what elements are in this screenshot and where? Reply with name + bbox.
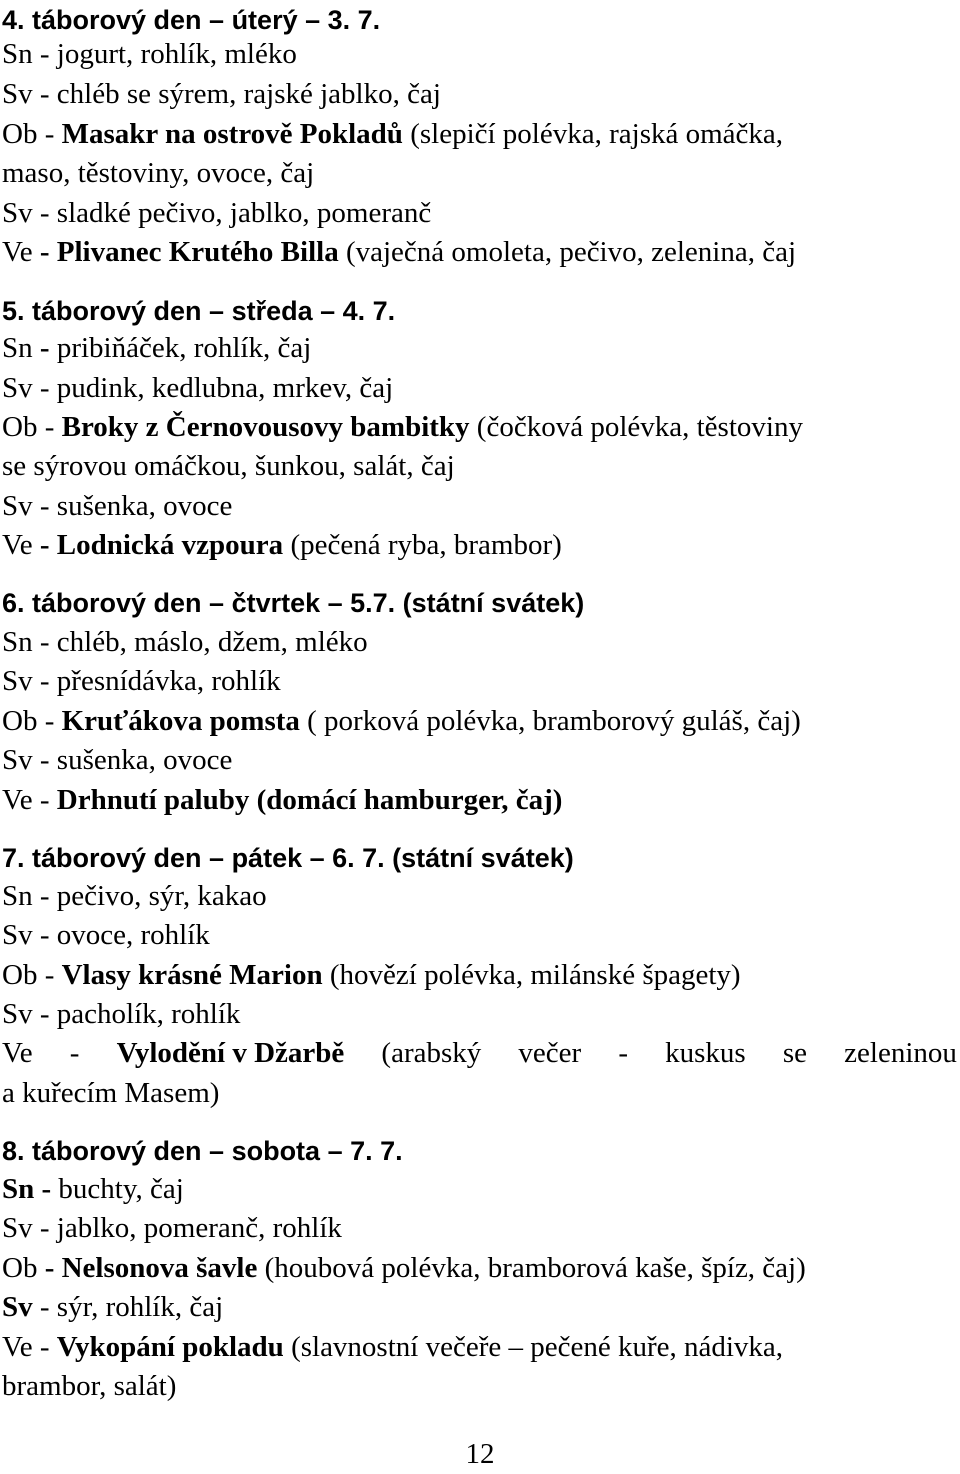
meal-line: maso, těstoviny, ovoce, čaj [2, 157, 315, 189]
meal-title: Masakr na ostrově Pokladů [61, 118, 403, 150]
meal-line-justified: Ve - Vylodění v Džarbě (arabský večer - kuskus se zeleninou [2, 1033, 957, 1073]
meal-line: a kuřecím Masem) [2, 1077, 220, 1109]
meal-line: Ob - Broky z Černovousovy bambitky (čočková polévka, těstoviny [2, 411, 803, 443]
meal-line: Sv - sladké pečivo, jablko, pomeranč [2, 197, 432, 229]
meal-line: Sv - pudink, kedlubna, mrkev, čaj [2, 372, 394, 404]
meal-line: Sv - sýr, rohlík, čaj [2, 1291, 224, 1323]
meal-line: brambor, salát) [2, 1370, 177, 1402]
meal-title: Vlasy krásné Marion [61, 959, 323, 991]
meal-line: Ob - Masakr na ostrově Pokladů (slepičí polévka, rajská omáčka, [2, 118, 784, 150]
meal-line: se sýrovou omáčkou, šunkou, salát, čaj [2, 450, 455, 482]
meal-line: Sv - sušenka, ovoce [2, 490, 233, 522]
day-heading: 8. táborový den – sobota – 7. 7. [2, 1136, 403, 1166]
meal-line: Ve - Drhnutí paluby (domácí hamburger, čaj) [2, 784, 563, 816]
meal-line: Ve - Lodnická vzpoura (pečená ryba, brambor) [2, 529, 562, 561]
meal-line: Ob - Nelsonova šavle (houbová polévka, bramborová kaše, špíz, čaj) [2, 1252, 806, 1284]
meal-line: Sn - pečivo, sýr, kakao [2, 880, 267, 912]
page-number: 12 [465, 1438, 495, 1470]
meal-title: Drhnutí paluby (domácí hamburger, čaj) [56, 784, 563, 816]
meal-line: Ve - Vykopání pokladu (slavnostní večeře – pečené kuře, nádivka, [2, 1331, 784, 1363]
meal-title: Broky z Černovousovy bambitky [61, 411, 470, 443]
meal-title: Vylodění v Džarbě [116, 1037, 345, 1069]
day-heading: 6. táborový den – čtvrtek – 5.7. (státní svátek) [2, 588, 585, 618]
meal-line: Sv - přesnídávka, rohlík [2, 665, 281, 697]
meal-line: Sv - sušenka, ovoce [2, 744, 233, 776]
meal-line: Ob - Vlasy krásné Marion (hovězí polévka, milánské špagety) [2, 959, 741, 991]
meal-title: Vykopání pokladu [56, 1331, 284, 1363]
meal-line: Sv - ovoce, rohlík [2, 919, 210, 951]
meal-title: - Plivanec Krutého Billa [39, 236, 339, 268]
meal-line: Sn - buchty, čaj [2, 1173, 184, 1205]
day-heading: 4. táborový den – úterý – 3. 7. [2, 5, 381, 35]
meal-title: - Lodnická vzpoura [39, 529, 284, 561]
meal-line: Sv - jablko, pomeranč, rohlík [2, 1212, 342, 1244]
meal-line: Ve - Plivanec Krutého Billa (vaječná omoleta, pečivo, zelenina, čaj [2, 236, 797, 268]
day-heading: 5. táborový den – středa – 4. 7. [2, 296, 396, 326]
meal-line: Sv - pacholík, rohlík [2, 998, 241, 1030]
meal-title: Kruťákova pomsta [61, 705, 300, 737]
meal-line: Sn - jogurt, rohlík, mléko [2, 38, 297, 70]
meal-line: Ob - Kruťákova pomsta ( porková polévka, bramborový guláš, čaj) [2, 705, 801, 737]
day-heading: 7. táborový den – pátek – 6. 7. (státní svátek) [2, 843, 574, 873]
meal-line: Sv - chléb se sýrem, rajské jablko, čaj [2, 78, 441, 110]
meal-title: - Nelsonova šavle [44, 1252, 258, 1284]
meal-line: Sn - chléb, máslo, džem, mléko [2, 626, 368, 658]
meal-line: Sn - pribiňáček, rohlík, čaj [2, 332, 312, 364]
